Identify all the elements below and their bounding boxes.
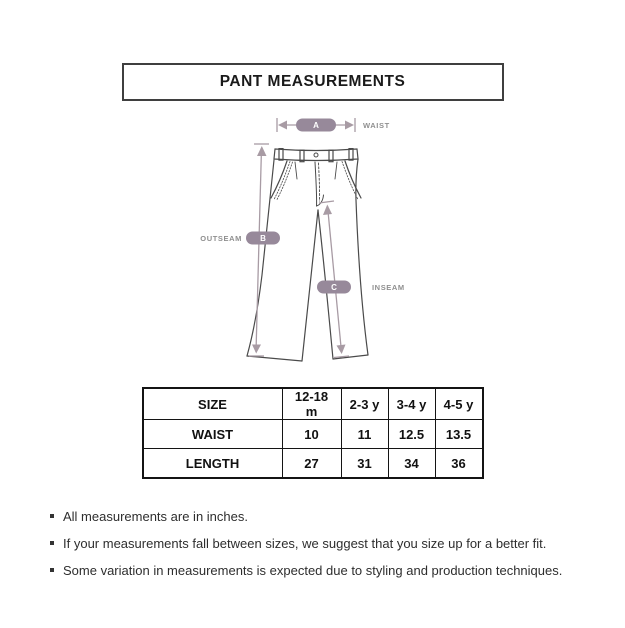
notes-list <box>50 510 625 577</box>
size-table <box>142 387 484 479</box>
marker-a-label: A <box>313 121 319 130</box>
length-value-1: 31 <box>341 449 388 479</box>
waist-value-3: 13.5 <box>435 420 483 449</box>
marker-b-label: B <box>260 234 266 243</box>
pant-measurement-diagram <box>190 105 490 385</box>
outseam-arrow <box>249 144 269 356</box>
outseam-label: OUTSEAM <box>200 234 242 243</box>
waist-label: WAIST <box>363 121 390 130</box>
length-value-0: 27 <box>282 449 341 479</box>
note-item <box>50 510 625 523</box>
size-col-4-5y: 4-5 y <box>435 388 483 420</box>
waist-value-1: 11 <box>341 420 388 449</box>
note-text: If your measurements fall between sizes, we suggest that you size up for a better fit. <box>63 536 547 551</box>
size-col-2-3y: 2-3 y <box>341 388 388 420</box>
note-text: All measurements are in inches. <box>63 509 248 524</box>
table-row-length <box>143 449 483 479</box>
table-row-waist <box>143 420 483 449</box>
row-header-size: SIZE <box>143 388 283 420</box>
note-item <box>50 537 625 550</box>
title-box <box>122 63 504 101</box>
waist-value-0: 10 <box>282 420 341 449</box>
inseam-label: INSEAM <box>372 283 405 292</box>
size-col-3-4y: 3-4 y <box>388 388 435 420</box>
square-bullet-icon <box>50 541 54 545</box>
note-item <box>50 564 625 577</box>
square-bullet-icon <box>50 568 54 572</box>
table-row-size <box>143 388 483 420</box>
waist-value-2: 12.5 <box>388 420 435 449</box>
size-col-12-18m: 12-18 m <box>282 388 341 420</box>
note-text: Some variation in measurements is expected due to styling and production techniques. <box>63 563 563 578</box>
inseam-arrow <box>319 201 349 358</box>
marker-c-label: C <box>331 283 337 292</box>
row-header-waist: WAIST <box>143 420 283 449</box>
length-value-2: 34 <box>388 449 435 479</box>
square-bullet-icon <box>50 514 54 518</box>
row-header-length: LENGTH <box>143 449 283 479</box>
pant-outline <box>247 149 368 361</box>
page-title: PANT MEASUREMENTS <box>219 73 406 90</box>
length-value-3: 36 <box>435 449 483 479</box>
